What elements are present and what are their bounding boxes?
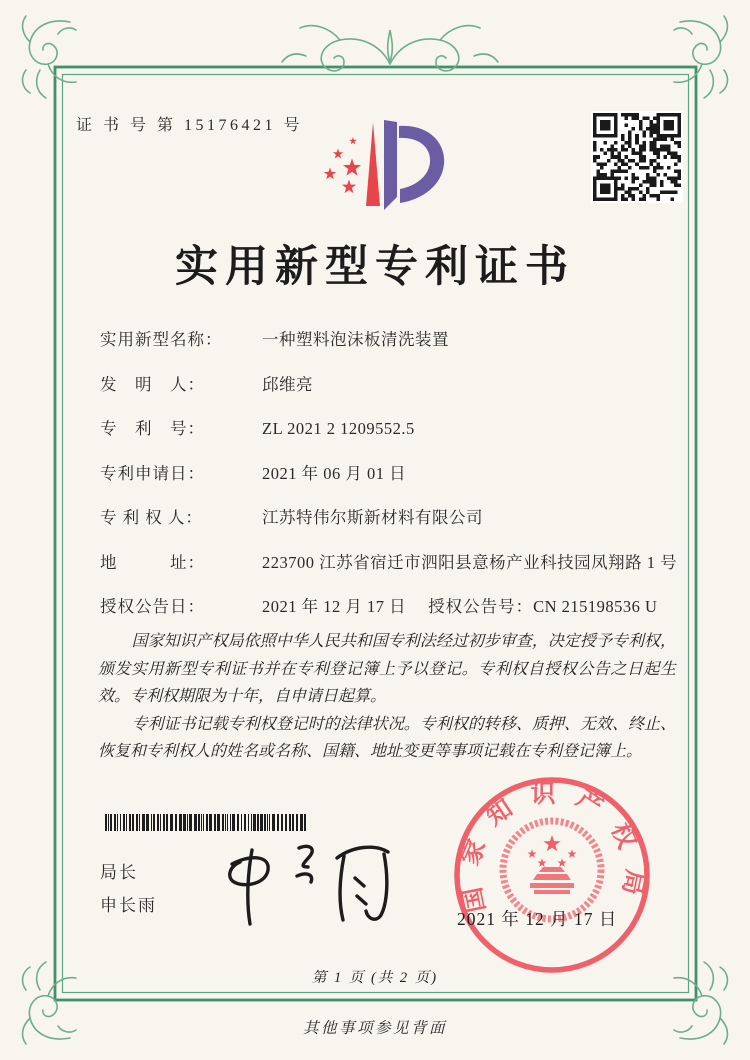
top-center-ornament [282,26,498,71]
barcode [104,814,310,831]
field-value: 一种塑料泡沫板清洗装置 [262,330,449,349]
legal-paragraph-2: 专利证书记载专利权登记时的法律状况。专利权的转移、质押、无效、终止、恢复和专利权人的姓名或名称、国籍、地址变更等事项记载在专利登记簿上。 [98,715,676,760]
field-label: 实用新型名称： [100,330,223,349]
field-value: 2021 年 06 月 01 日 [262,463,407,483]
cnipa-logo-icon [300,112,450,232]
field-label: 发 明 人： [100,374,205,394]
grant-date-label: 授权公告日： [100,597,205,616]
legal-paragraph-1: 国家知识产权局依照中华人民共和国专利法经过初步审查，决定授予专利权，颁发实用新型专利证书并在专利登记簿上予以登记。专利权自授权公告之日起生效。专利权期限为十年，自申请日起算。 [98,633,676,705]
field-value: 邱维亮 [262,374,313,394]
legal-text [98,628,676,766]
field-row-inventor [100,372,662,397]
field-label: 专利申请日： [100,463,205,483]
official-seal [447,772,657,982]
field-row-address [100,550,678,575]
field-value: 江苏特伟尔斯新材料有限公司 [262,508,483,527]
field-list [100,327,678,639]
field-label: 专 利 权 人： [100,508,203,527]
field-value: ZL 2021 2 1209552.5 [262,419,415,438]
signer-title: 局长 [100,863,138,882]
field-label: 专 利 号： [100,419,205,438]
field-row-patentee [100,505,662,530]
page-number: 第 1 页 (共 2 页) [311,970,439,986]
certificate-number: 证 书 号 第 15176421 号 [76,117,304,134]
field-row-filing-date [100,461,662,486]
seal-org-text: 国家知识产权局 [455,780,649,915]
signature-handwriting [195,830,405,935]
field-row-patent-number [100,416,662,441]
national-emblem [503,821,601,919]
field-value: 223700 江苏省宿迁市泗阳县意杨产业科技园凤翔路 1 号 [262,552,678,572]
field-label: 地 址： [100,552,205,572]
seal-date: 2021 年 12 月 17 日 [457,909,618,929]
certificate-title: 实用新型专利证书 [175,244,575,291]
signer-name: 申长雨 [100,896,157,915]
qr-code [591,111,683,203]
back-side-note: 其他事项参见背面 [302,1020,447,1037]
grant-number-value: CN 215198536 U [533,597,658,616]
field-row-grant [100,594,662,619]
field-row-name [100,327,662,352]
grant-date-value: 2021 年 12 月 17 日 [262,597,407,616]
grant-number-label: 授权公告号： [428,597,534,616]
